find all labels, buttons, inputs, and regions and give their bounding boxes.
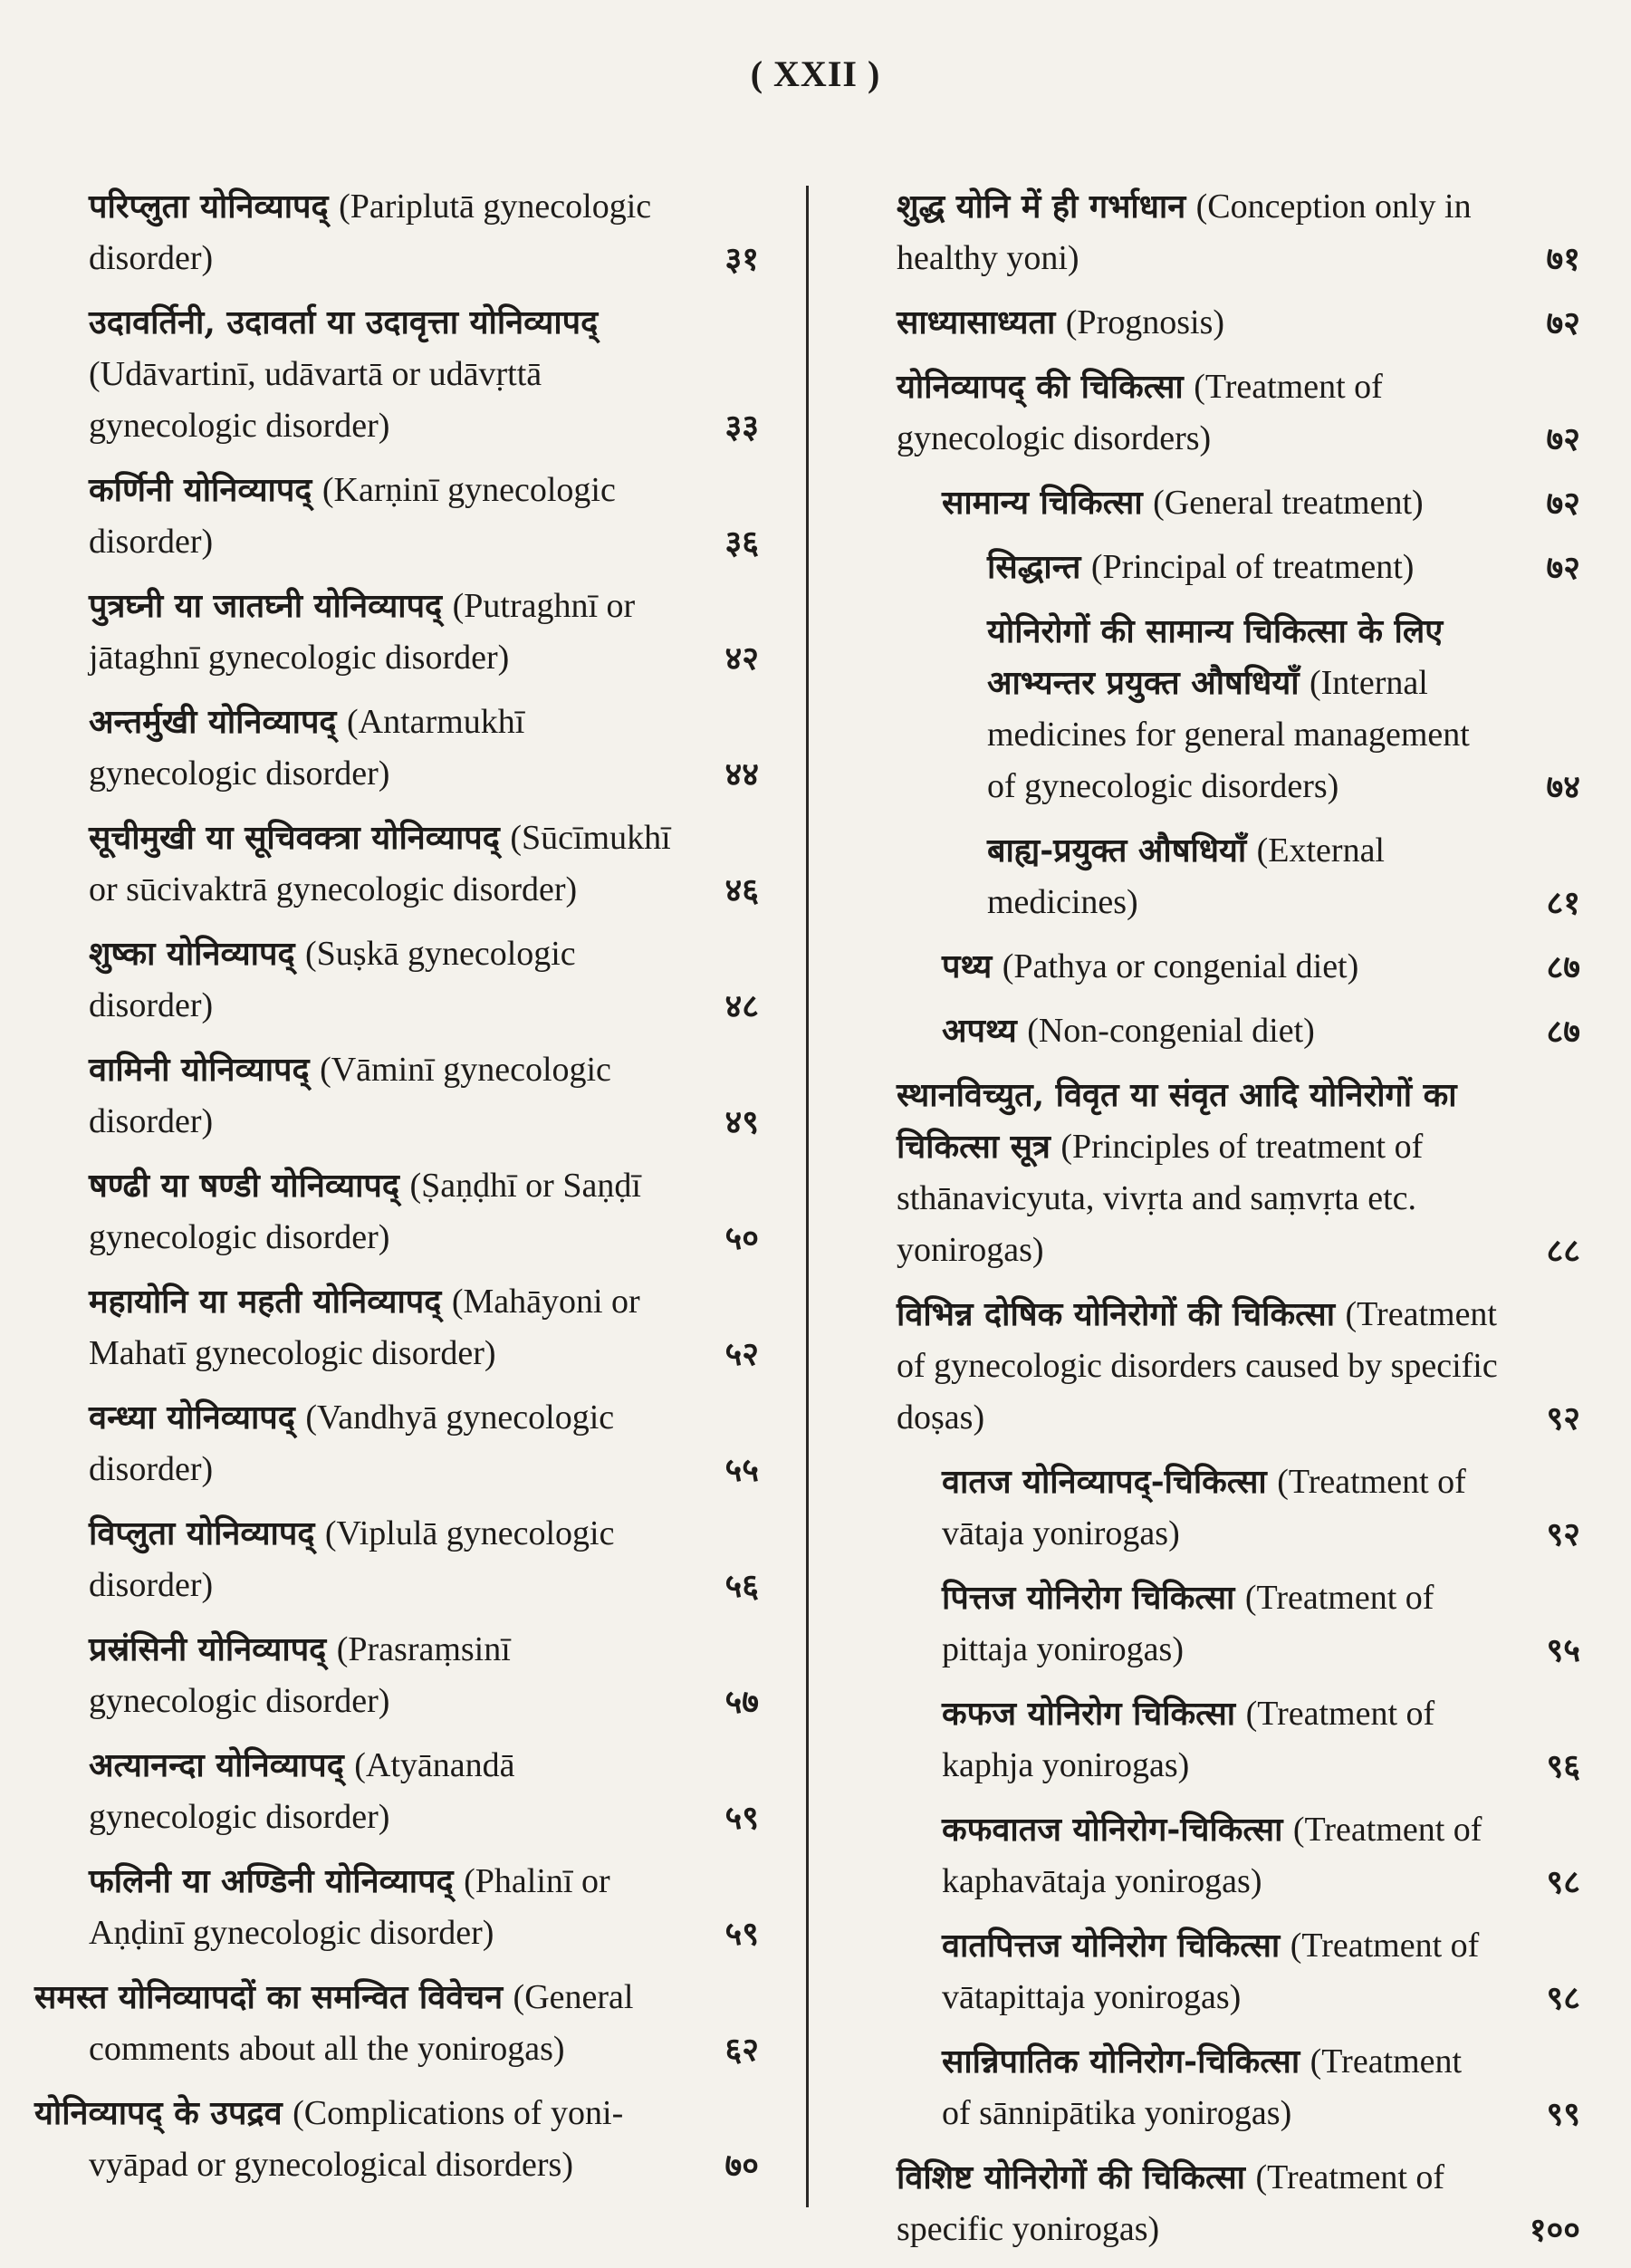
toc-entry-hindi-title: पित्तज योनिरोग चिकित्सा: [942, 1579, 1235, 1617]
toc-entry-text: [34, 1508, 677, 1611]
toc-entry-text: [34, 928, 677, 1032]
toc-entry-page-number: ३१: [724, 240, 759, 278]
toc-entry-text: [842, 1456, 1499, 1560]
toc-entry-hindi-title: योनिरोगों की सामान्य चिकित्सा के लिए आभ्यन्तर प्रयुक्त औषधियाँ: [987, 612, 1444, 702]
toc-entry-page-number: ५९: [724, 1799, 759, 1837]
toc-entry-text: [842, 542, 1499, 593]
toc-entry-hindi-title: शुष्का योनिव्यापद्: [89, 935, 295, 973]
toc-entry-hindi-title: विशिष्ट योनिरोगों की चिकित्सा: [897, 2158, 1245, 2196]
toc-entry-page-number: ४८: [724, 987, 759, 1025]
toc-entry-text: [34, 181, 677, 284]
contents-right-column: [842, 181, 1580, 2268]
toc-entry-page-number: ९९: [1546, 2095, 1580, 2133]
toc-entry-hindi-title: षण्ढी या षण्डी योनिव्यापद्: [89, 1167, 399, 1205]
toc-entry: [34, 465, 759, 568]
toc-entry: [34, 581, 759, 684]
toc-entry-page-number: ८८: [1546, 1232, 1580, 1270]
toc-entry: [34, 1044, 759, 1148]
toc-entry-page-number: ३६: [724, 524, 759, 562]
toc-entry-english-title: (Pathya or congenial diet): [1002, 947, 1359, 985]
toc-entry-text: [842, 1005, 1499, 1057]
toc-entry: [34, 1276, 759, 1379]
toc-entry: [34, 1972, 759, 2075]
toc-entry-text: [34, 1276, 677, 1379]
toc-entry-page-number: ९२: [1546, 1399, 1580, 1437]
toc-entry-hindi-title: अपथ्य: [942, 1012, 1017, 1050]
toc-entry-page-number: ४९: [724, 1103, 759, 1141]
toc-entry: [34, 1856, 759, 1959]
toc-entry-english-title: (Prasraṃsinī gynecologic disorder): [89, 1630, 511, 1720]
toc-entry-hindi-title: योनिव्यापद् की चिकित्सा: [897, 368, 1184, 406]
toc-entry-page-number: ९८: [1546, 1979, 1580, 2017]
toc-entry-text: [842, 1289, 1499, 1444]
toc-entry: [842, 542, 1580, 593]
toc-entry-text: [34, 1392, 677, 1495]
toc-entry-text: [842, 2036, 1499, 2139]
toc-entry-english-title: (Ṣaṇḍhī or Saṇḍī gynecologic disorder): [89, 1167, 641, 1256]
toc-entry-hindi-title: वन्ध्या योनिव्यापद्: [89, 1398, 295, 1437]
toc-entry: [842, 606, 1580, 812]
toc-entry-page-number: ७२: [1546, 420, 1580, 458]
toc-entry-page-number: ७०: [724, 2147, 759, 2185]
contents-left-column: [34, 181, 759, 2204]
toc-entry-hindi-title: विभिन्न दोषिक योनिरोगों की चिकित्सा: [897, 1295, 1336, 1333]
toc-entry-page-number: ४६: [724, 871, 759, 909]
toc-entry-text: [34, 697, 677, 800]
toc-entry: [34, 1740, 759, 1843]
toc-entry-english-title: (Viplulā gynecologic disorder): [89, 1514, 615, 1604]
toc-entry: [842, 941, 1580, 993]
toc-entry-hindi-title: समस्त योनिव्यापदों का समन्वित विवेचन: [34, 1978, 504, 2016]
toc-entry-text: [842, 1804, 1499, 1908]
toc-entry-text: [34, 2088, 677, 2191]
toc-entry-page-number: ५९: [724, 1915, 759, 1953]
toc-entry-text: [34, 1856, 677, 1959]
toc-entry: [34, 1624, 759, 1727]
toc-entry-english-title: (Treatment of pittaja yonirogas): [942, 1579, 1434, 1668]
toc-entry-hindi-title: सूचीमुखी या सूचिवक्त्रा योनिव्यापद्: [89, 819, 500, 857]
toc-entry-page-number: ७२: [1546, 304, 1580, 342]
toc-entry-page-number: ७१: [1546, 240, 1580, 278]
toc-entry-hindi-title: साध्यासाध्यता: [897, 303, 1056, 341]
toc-entry-text: [842, 2152, 1499, 2255]
toc-entry-text: [34, 297, 677, 452]
toc-entry-page-number: ४२: [724, 639, 759, 678]
toc-entry-english-title: (General comments about all the yonirogas): [89, 1978, 634, 2068]
toc-entry-english-title: (Vandhyā gynecologic disorder): [89, 1398, 615, 1488]
toc-entry-hindi-title: शुद्ध योनि में ही गर्भाधान: [897, 187, 1186, 226]
toc-entry: [34, 2088, 759, 2191]
toc-entry-english-title: (Sūcīmukhī or sūcivaktrā gynecologic disorder): [89, 819, 671, 908]
toc-entry-page-number: ९८: [1546, 1863, 1580, 1901]
toc-entry: [34, 181, 759, 284]
toc-entry-hindi-title: सान्निपातिक योनिरोग-चिकित्सा: [942, 2042, 1300, 2081]
toc-entry-hindi-title: कफवातज योनिरोग-चिकित्सा: [942, 1811, 1283, 1849]
toc-entry-page-number: ८१: [1546, 884, 1580, 922]
toc-entry-page-number: ८७: [1546, 1013, 1580, 1051]
toc-entry-text: [842, 606, 1499, 812]
toc-entry-page-number: ३३: [724, 408, 759, 446]
toc-entry-english-title: (Treatment of specific yonirogas): [897, 2158, 1445, 2248]
toc-entry-english-title: (Suṣkā gynecologic disorder): [89, 935, 576, 1024]
toc-entry-english-title: (Treatment of gynecologic disorders): [897, 368, 1383, 457]
toc-entry-text: [34, 581, 677, 684]
toc-entry-text: [842, 181, 1499, 284]
toc-entry-english-title: (Treatment of gynecologic disorders caused by specific doṣas): [897, 1295, 1498, 1437]
toc-entry-text: [34, 1160, 677, 1264]
toc-entry-english-title: (Treatment of sānnipātika yonirogas): [942, 2042, 1463, 2132]
toc-entry-page-number: ४४: [724, 755, 759, 793]
toc-entry-page-number: ५६: [724, 1567, 759, 1605]
toc-entry-hindi-title: पुत्रघ्नी या जातघ्नी योनिव्यापद्: [89, 587, 443, 625]
toc-entry-text: [34, 1972, 677, 2075]
toc-entry: [842, 361, 1580, 465]
toc-entry-english-title: (Mahāyoni or Mahatī gynecologic disorder): [89, 1283, 640, 1372]
toc-entry: [34, 1508, 759, 1611]
toc-entry-english-title: (Atyānandā gynecologic disorder): [89, 1746, 515, 1836]
toc-entry-english-title: (Udāvartinī, udāvartā or udāvṛttā gynecologic disorder): [89, 355, 542, 445]
toc-entry-page-number: ५०: [724, 1219, 759, 1257]
toc-entry-english-title: (Conception only in healthy yoni): [897, 187, 1472, 277]
toc-entry: [34, 928, 759, 1032]
toc-entry-page-number: ७२: [1546, 485, 1580, 523]
toc-entry-page-number: ९५: [1546, 1631, 1580, 1669]
toc-entry: [842, 1804, 1580, 1908]
toc-entry: [34, 697, 759, 800]
toc-entry: [842, 1456, 1580, 1560]
toc-entry-text: [842, 825, 1499, 928]
toc-entry-text: [842, 1572, 1499, 1676]
column-divider: [806, 186, 809, 2207]
toc-entry-english-title: (General treatment): [1153, 484, 1424, 522]
toc-entry-page-number: ५५: [724, 1451, 759, 1489]
toc-entry-hindi-title: अन्तर्मुखी योनिव्यापद्: [89, 703, 337, 741]
toc-entry: [34, 812, 759, 916]
toc-entry-english-title: (Vāminī gynecologic disorder): [89, 1051, 611, 1140]
toc-entry-hindi-title: विप्लुता योनिव्यापद्: [89, 1514, 315, 1552]
toc-entry-hindi-title: महायोनि या महती योनिव्यापद्: [89, 1283, 442, 1321]
toc-entry-hindi-title: उदावर्तिनी, उदावर्ता या उदावृत्ता योनिव्यापद्: [89, 303, 599, 341]
toc-entry: [842, 825, 1580, 928]
toc-entry-page-number: ६२: [724, 2031, 759, 2069]
toc-entry: [842, 1070, 1580, 1276]
toc-entry-hindi-title: फलिनी या अण्डिनी योनिव्यापद्: [89, 1862, 454, 1900]
toc-entry-english-title: (Prognosis): [1065, 303, 1225, 341]
toc-entry-hindi-title: सिद्धान्त: [987, 548, 1081, 586]
toc-entry-english-title: (Pariplutā gynecologic disorder): [89, 187, 652, 277]
toc-entry-page-number: १००: [1529, 2211, 1580, 2249]
toc-entry-hindi-title: योनिव्यापद् के उपद्रव: [34, 2094, 283, 2132]
toc-entry: [34, 1160, 759, 1264]
toc-entry-hindi-title: कफज योनिरोग चिकित्सा: [942, 1695, 1236, 1733]
toc-entry-english-title: (Treatment of kaphavātaja yonirogas): [942, 1811, 1482, 1900]
toc-entry-english-title: (Treatment of vātaja yonirogas): [942, 1463, 1466, 1552]
toc-entry: [842, 2036, 1580, 2139]
toc-entry-page-number: ७४: [1546, 768, 1580, 806]
toc-entry-page-number: ७२: [1546, 549, 1580, 587]
toc-entry-text: [842, 1688, 1499, 1792]
toc-entry-english-title: (Principles of treatment of sthānavicyuta, vivṛta and saṃvṛta etc. yonirogas): [897, 1128, 1424, 1269]
toc-entry-text: [842, 1920, 1499, 2023]
toc-entry: [842, 1005, 1580, 1057]
toc-entry-page-number: ५७: [724, 1683, 759, 1721]
toc-entry-english-title: (Complications of yoni-vyāpad or gynecological disorders): [89, 2094, 624, 2184]
toc-entry-hindi-title: पथ्य: [942, 947, 993, 985]
toc-entry-hindi-title: सामान्य चिकित्सा: [942, 484, 1143, 522]
toc-entry-hindi-title: वातज योनिव्यापद्-चिकित्सा: [942, 1463, 1267, 1501]
toc-entry: [842, 181, 1580, 284]
toc-entry-text: [842, 361, 1499, 465]
toc-entry: [842, 1688, 1580, 1792]
toc-entry-english-title: (Putraghnī or jātaghnī gynecologic disorder): [89, 587, 636, 677]
toc-entry-english-title: (External medicines): [987, 831, 1385, 921]
toc-entry-hindi-title: अत्यानन्दा योनिव्यापद्: [89, 1746, 344, 1784]
toc-entry: [842, 1572, 1580, 1676]
toc-entry-text: [842, 1070, 1499, 1276]
toc-entry-hindi-title: प्रस्रंसिनी योनिव्यापद्: [89, 1630, 327, 1668]
page-number: ( XXII ): [750, 53, 881, 94]
toc-entry-hindi-title: परिप्लुता योनिव्यापद्: [89, 187, 329, 226]
toc-entry-hindi-title: कर्णिनी योनिव्यापद्: [89, 471, 312, 509]
toc-entry-english-title: (Non-congenial diet): [1027, 1012, 1315, 1050]
toc-entry-hindi-title: स्थानविच्युत, विवृत या संवृत आदि योनिरोगों का चिकित्सा सूत्र: [897, 1076, 1457, 1166]
toc-entry-text: [34, 465, 677, 568]
toc-entry-english-title: (Phalinī or Aṇḍinī gynecologic disorder): [89, 1862, 610, 1952]
toc-entry-text: [842, 297, 1499, 349]
toc-entry: [34, 1392, 759, 1495]
toc-entry-text: [34, 1740, 677, 1843]
toc-entry: [34, 297, 759, 452]
toc-entry-text: [34, 1044, 677, 1148]
toc-entry-page-number: ५२: [724, 1335, 759, 1373]
toc-entry-hindi-title: बाह्य-प्रयुक्त औषधियाँ: [987, 831, 1247, 870]
toc-entry: [842, 477, 1580, 529]
toc-entry-english-title: (Internal medicines for general management of gynecologic disorders): [987, 664, 1470, 805]
toc-entry-english-title: (Treatment of kaphja yonirogas): [942, 1695, 1435, 1784]
toc-entry-text: [34, 1624, 677, 1727]
toc-entry-page-number: ८७: [1546, 948, 1580, 986]
toc-entry-page-number: ९६: [1546, 1747, 1580, 1785]
toc-entry: [842, 297, 1580, 349]
toc-entry: [842, 1289, 1580, 1444]
toc-entry-english-title: (Principal of treatment): [1090, 548, 1415, 586]
toc-entry-english-title: (Karṇinī gynecologic disorder): [89, 471, 616, 561]
toc-entry-english-title: (Antarmukhī gynecologic disorder): [89, 703, 525, 793]
toc-entry-page-number: ९२: [1546, 1515, 1580, 1553]
toc-entry-english-title: (Treatment of vātapittaja yonirogas): [942, 1927, 1480, 2016]
toc-entry: [842, 1920, 1580, 2023]
toc-entry: [842, 2152, 1580, 2255]
toc-entry-hindi-title: वातपित्तज योनिरोग चिकित्सा: [942, 1927, 1281, 1965]
toc-entry-text: [842, 477, 1499, 529]
toc-entry-text: [842, 941, 1499, 993]
toc-entry-text: [34, 812, 677, 916]
toc-entry-hindi-title: वामिनी योनिव्यापद्: [89, 1051, 310, 1089]
